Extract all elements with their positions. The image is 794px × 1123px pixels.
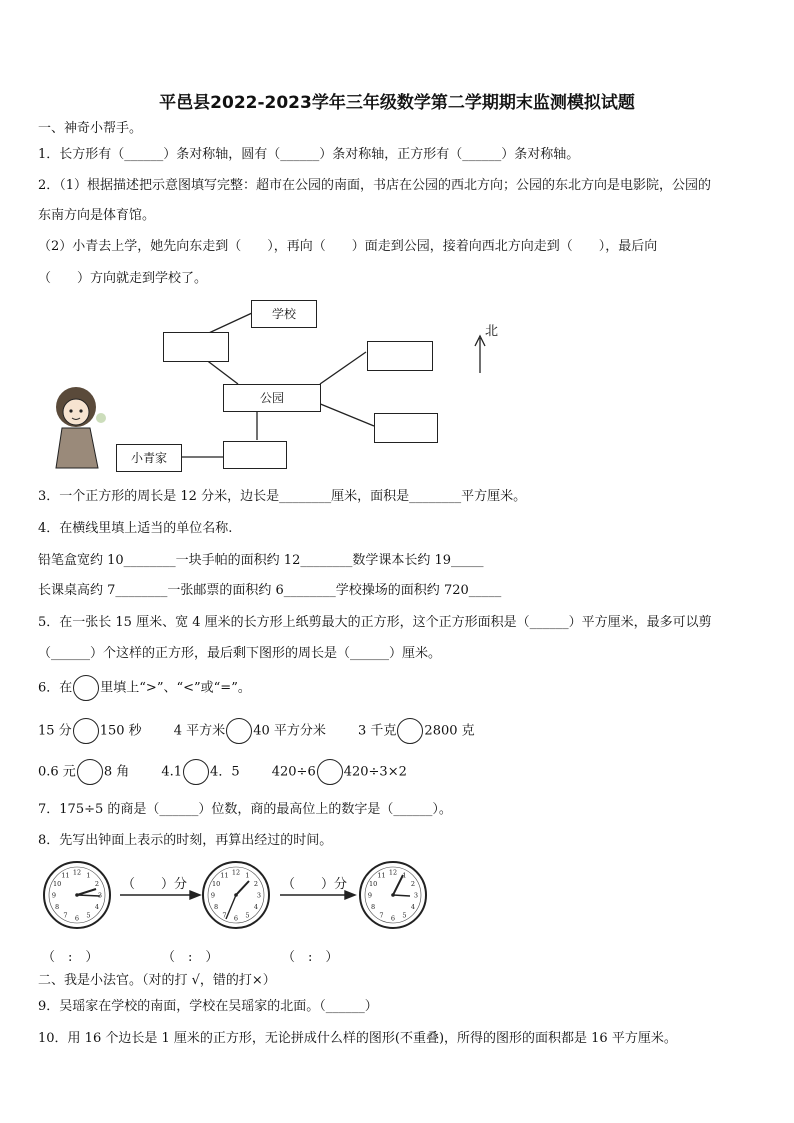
- compare-left: 4 平方米: [173, 723, 226, 739]
- clock-numeral: 2: [410, 880, 415, 888]
- clock-numeral: 1: [245, 871, 250, 880]
- clock-numeral: 10: [368, 880, 378, 888]
- question-4-row-2: 长课桌高约 7________一张邮票的面积约 6________学校操场的面积约 720_____: [38, 583, 502, 598]
- map-box-school: 学校: [251, 300, 317, 328]
- clock-numeral: 4: [253, 903, 258, 911]
- question-10: 10．用 16 个边长是 1 厘米的正方形，无论拼成什么样的图形(不重叠)，所得的图形的面积都是 16 平方厘米。: [38, 1031, 677, 1046]
- clock-numeral: 9: [51, 891, 57, 900]
- compare-left: 420÷6: [271, 764, 316, 780]
- compare-row-2: [38, 759, 407, 786]
- clock-numeral: 11: [220, 871, 229, 880]
- clock-diagram: [0, 855, 794, 935]
- compare-right: 40 平方分米: [253, 723, 326, 739]
- clock-numeral: 3: [413, 891, 419, 900]
- clock-numeral: 7: [222, 911, 227, 920]
- question-4: 4．在横线里填上适当的单位名称.: [38, 521, 233, 536]
- clock-numeral: 5: [86, 911, 91, 920]
- question-6-suffix: 里填上“>”、“<”或“=”。: [100, 680, 251, 696]
- clock-numeral: 7: [379, 911, 384, 920]
- clock-numeral: 11: [377, 871, 386, 880]
- map-box-park: 公园: [223, 384, 321, 412]
- compare-right: 4．5: [210, 764, 240, 780]
- compare-left: 15 分: [38, 723, 72, 739]
- clock-numeral: 3: [97, 891, 103, 900]
- compare-right: 8 角: [103, 764, 130, 780]
- elapsed-minutes-1: （ ）分: [122, 877, 188, 892]
- section-heading-2: 二、我是小法官。（对的打 √，错的打×）: [38, 973, 276, 988]
- map-box-blank-southeast[interactable]: [374, 413, 438, 443]
- clock-1-time: （ : ）: [42, 950, 99, 965]
- clock-3-time: （ : ）: [282, 950, 339, 965]
- clock-numeral: 5: [245, 911, 250, 920]
- question-6-prefix: 6．在: [38, 680, 73, 696]
- compare-circle-example: [73, 675, 99, 701]
- compare-circle[interactable]: [73, 718, 99, 744]
- compare-circle[interactable]: [226, 718, 252, 744]
- question-1: 1．长方形有（______）条对称轴，圆有（______）条对称轴，正方形有（______）条对称轴。: [38, 147, 580, 162]
- clock-numeral: 2: [94, 880, 99, 888]
- compare-right: 2800 克: [424, 723, 475, 739]
- compare-circle[interactable]: [77, 759, 103, 785]
- question-5-line-1: 5．在一张长 15 厘米、宽 4 厘米的长方形上纸剪最大的正方形，这个正方形面积是（______）平方厘米，最多可以剪: [38, 615, 712, 630]
- girl-illustration: [56, 387, 106, 468]
- map-box-home: 小青家: [116, 444, 182, 472]
- question-3: 3．一个正方形的周长是 12 分米，边长是________厘米，面积是________平方厘米。: [38, 489, 527, 504]
- clock-numeral: 12: [388, 868, 398, 877]
- clock-numeral: 6: [233, 914, 239, 923]
- compare-right: 150 秒: [99, 723, 142, 739]
- question-8: 8．先写出钟面上表示的时刻，再算出经过的时间。: [38, 833, 333, 848]
- compare-circle[interactable]: [317, 759, 343, 785]
- clock-numeral: 5: [402, 911, 407, 920]
- north-label: 北: [485, 324, 499, 339]
- compare-circle[interactable]: [183, 759, 209, 785]
- question-5-line-2: （______）个这样的正方形，最后剩下图形的周长是（______）厘米。: [38, 646, 442, 661]
- clock-numeral: 4: [410, 903, 415, 911]
- clock-numeral: 1: [86, 871, 91, 880]
- question-2-line-2: 东南方向是体育馆。: [38, 208, 156, 223]
- clock-numeral: 11: [61, 871, 70, 880]
- map-box-blank-northwest[interactable]: [163, 332, 229, 362]
- page-title: 平邑县2022-2023学年三年级数学第二学期期末监测模拟试题: [159, 93, 635, 113]
- compare-row-1: [38, 718, 475, 745]
- clock-numeral: 9: [210, 891, 216, 900]
- clock-numeral: 12: [72, 868, 82, 877]
- section-heading-1: 一、神奇小帮手。: [38, 121, 143, 136]
- compare-right: 420÷3×2: [343, 764, 407, 780]
- question-2-line-1: 2．（1）根据描述把示意图填写完整：超市在公园的南面，书店在公园的西北方向；公园的东北方向是电影院，公园的: [38, 178, 712, 193]
- clock-numeral: 4: [94, 903, 99, 911]
- clock-numeral: 10: [211, 880, 221, 888]
- clock-numeral: 8: [371, 903, 376, 911]
- question-2-2-line-1: （2）小青去上学，她先向东走到（ ），再向（ ）面走到公园，接着向西北方向走到（ ），最后向: [38, 239, 658, 254]
- clock-numeral: 1: [402, 871, 407, 880]
- clock-numeral: 6: [74, 914, 80, 923]
- clock-numeral: 10: [52, 880, 62, 888]
- question-7: 7．175÷5 的商是（______）位数，商的最高位上的数字是（______）。: [38, 802, 452, 817]
- map-box-blank-northeast[interactable]: [367, 341, 433, 371]
- question-6: [38, 675, 251, 702]
- compare-circle[interactable]: [397, 718, 423, 744]
- compare-left: 0.6 元: [38, 764, 76, 780]
- map-box-blank-south[interactable]: [223, 441, 287, 469]
- compare-left: 4.1: [161, 764, 183, 780]
- clock-numeral: 7: [63, 911, 68, 920]
- elapsed-minutes-2: （ ）分: [282, 877, 348, 892]
- clock-numeral: 9: [367, 891, 373, 900]
- clock-numeral: 2: [253, 880, 258, 888]
- clock-numeral: 3: [256, 891, 262, 900]
- clock-numeral: 8: [214, 903, 219, 911]
- compare-left: 3 千克: [358, 723, 397, 739]
- question-9: 9．吴瑶家在学校的南面，学校在吴瑶家的北面。（______）: [38, 999, 378, 1014]
- clock-2-time: （ : ）: [162, 950, 219, 965]
- clock-numeral: 6: [390, 914, 396, 923]
- question-4-row-1: 铅笔盒宽约 10________一块手帕的面积约 12________数学课本长约 19_____: [38, 553, 484, 568]
- question-2-2-line-2: （ ）方向就走到学校了。: [38, 271, 208, 286]
- clock-numeral: 8: [55, 903, 60, 911]
- clock-numeral: 12: [231, 868, 241, 877]
